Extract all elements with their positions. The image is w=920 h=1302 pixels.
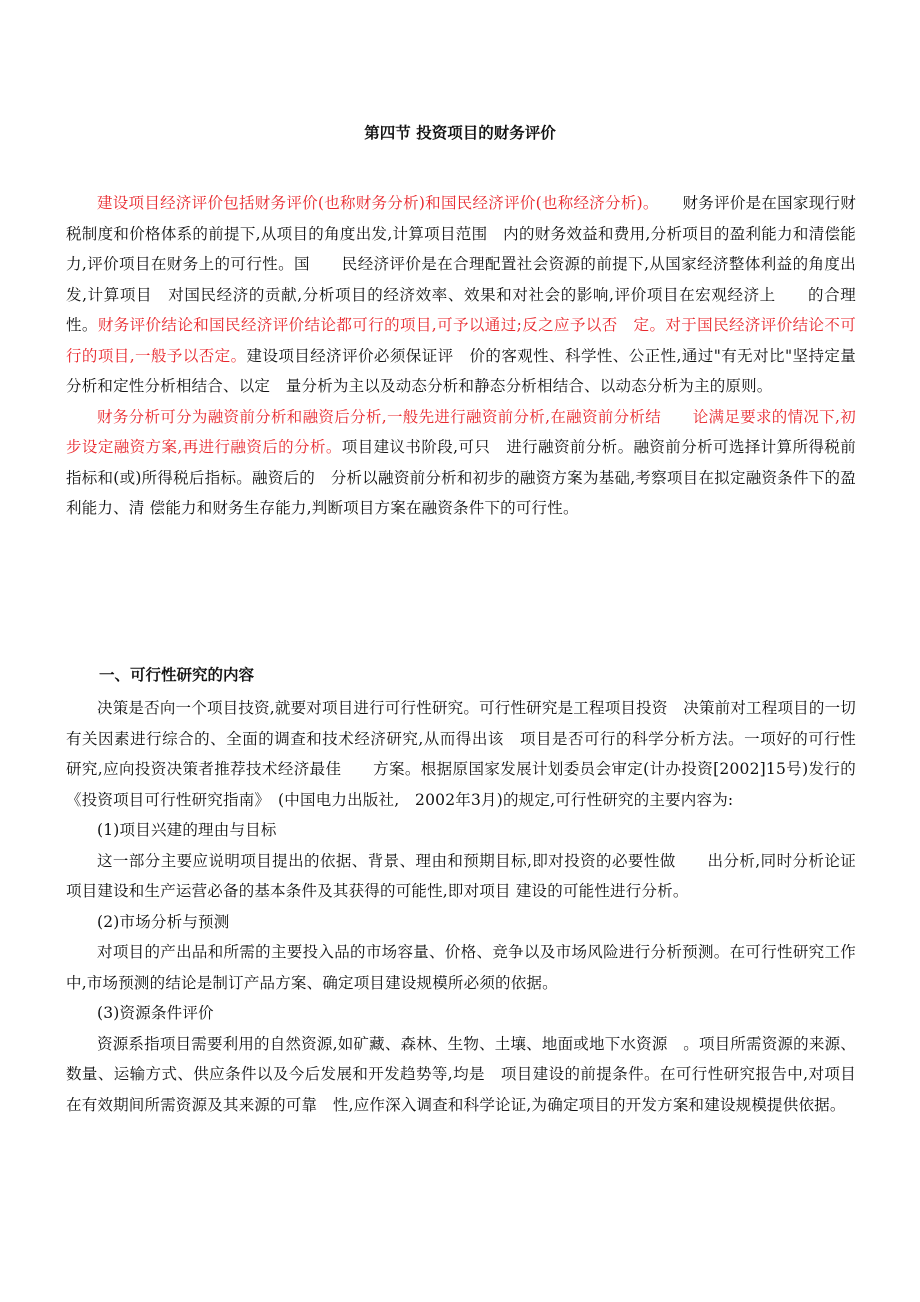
section1-block xyxy=(66,693,856,1120)
paragraph-text: 项目建议书阶段,可只 进行融资前分析。融资前分析可选择计算所得税前指标和(或)所得税后指标。融资后的 分析以融资前分析和初步的融资方案为基础,考察项目在拟定融资条件下的盈利能力、清 偿能力和财务生存能力,判断项目方案在融资条件下的可行性。 xyxy=(66,438,857,517)
intro-paragraph-2 xyxy=(66,402,856,524)
section-title: 第四节 投资项目的财务评价 xyxy=(364,124,556,142)
paragraph-text: 财务评价是在国家现行财税制度和价格体系的前提下,从项目的角度出发,计算项目范围 内的财务效益和费用,分析项目的盈利能力和清偿能力,评价项目在财务上的可行性。国 民经济评价是在合理配置社会资源的前提下,从国家经济整体利益的角度出发,计算项目 对国民经济的贡献,分析项目的经济效率、效果和对社会的影响,评价项目在宏观经济上 的合理性。 xyxy=(66,194,856,334)
intro-block xyxy=(66,188,856,524)
item-paragraph: 这一部分主要应说明项目提出的依据、背景、理由和预期目标,即对投资的必要性做 出分析,同时分析论证项目建设和生产运营必备的基本条件及其获得的可能性,即对项目 建设的可能性进行分析。 xyxy=(66,851,856,900)
section1-paragraph: 决策是否向一个项目技资,就要对项目进行可行性研究。可行性研究是工程项目投资 决策前对工程项目的一切有关因素进行综合的、全面的调查和技术经济研究,从而得出该 项目是否可行的科学分析方法。一项好的可行性研究,应向投资决策者推荐技术经济最佳 方案。根据原国家发展计划委员会审定(计办投资[2002]15号)发行的《投资项目可行性研究指南》 (中国电力出版社, 2002年3月)的规定,可行性研究的主要内容为: xyxy=(66,699,856,809)
red-highlight-text: 财务分析可分为融资前分析和融资后分析,一般先进行融资前分析,在融资前分析结 论满足要求的情况下,初步设定融资方案,再进行融资后的分析。 xyxy=(66,407,856,456)
item-title: (3)资源条件评价 xyxy=(97,1004,214,1022)
paragraph-text: 建设项目经济评价必须保证评 价的客观性、科学性、公正性,通过"有无对比"坚持定量分析和定性分析相结合、以定 量分析为主以及动态分析和静态分析相结合、以动态分析为主的原则。 xyxy=(66,346,856,395)
item-paragraph: 资源系指项目需要利用的自然资源,如矿藏、森林、生物、土壤、地面或地下水资源 。项目所需资源的来源、数量、运输方式、供应条件以及今后发展和开发趋势等,均是 项目建设的前提条件。在可行性研究报告中,对项目在有效期间所需资源及其来源的可靠 性,应作深入调查和科学论证,为确定项目的开发方案和建设规模提供依据。 xyxy=(66,1034,856,1114)
intro-paragraph-1 xyxy=(66,188,856,402)
red-highlight-text: 建设项目经济评价包括财务评价(也称财务分析)和国民经济评价(也称经济分析)。 xyxy=(97,194,651,212)
item-paragraph: 对项目的产出品和所需的主要投入品的市场容量、价格、竞争以及市场风险进行分析预测。在可行性研究工作中,市场预测的结论是制订产品方案、确定项目建设规模所必须的依据。 xyxy=(66,943,856,992)
red-highlight-text: 财务评价结论和国民经济评价结论都可行的项目,可予以通过;反之应予以否 定。对于国民经济评价结论不可行的项目,一般予以否定。 xyxy=(66,316,857,365)
item-title: (1)项目兴建的理由与目标 xyxy=(97,821,277,839)
item-title: (2)市场分析与预测 xyxy=(97,912,230,931)
section-heading: 一、可行性研究的内容 xyxy=(99,666,255,684)
